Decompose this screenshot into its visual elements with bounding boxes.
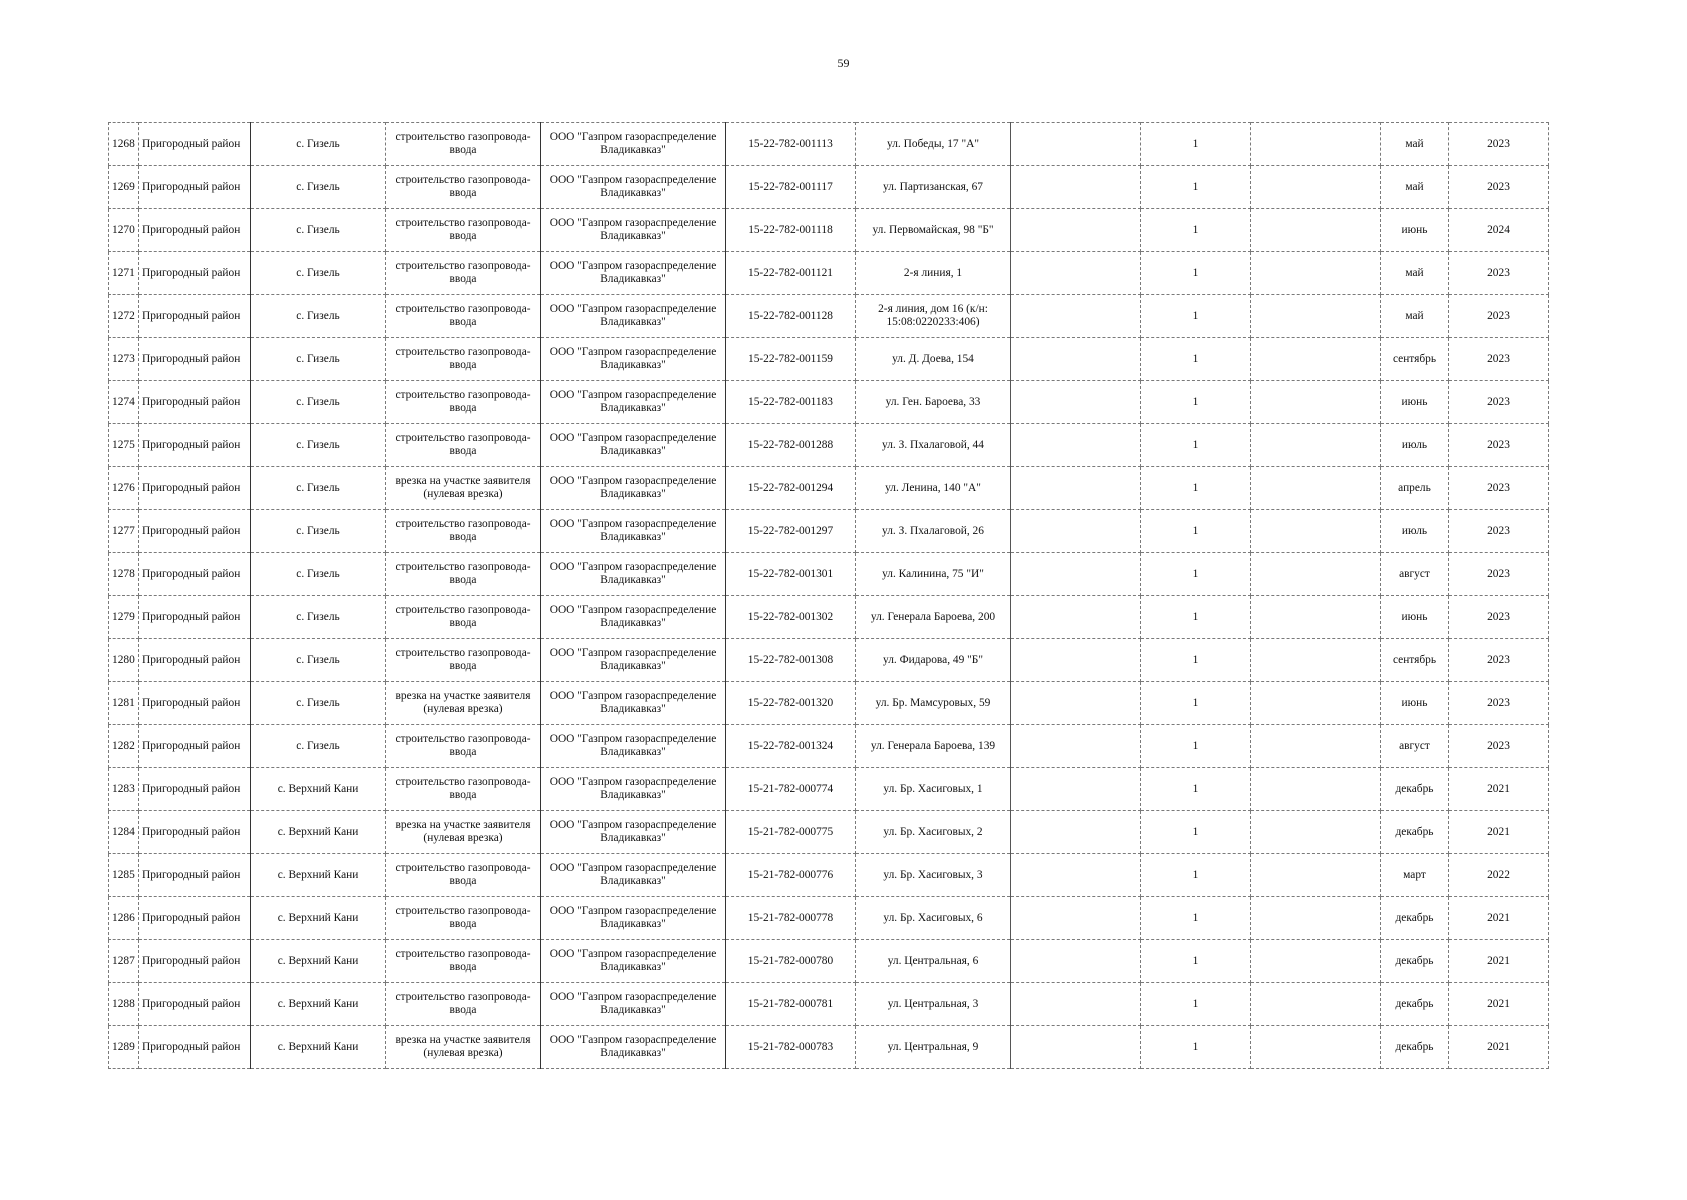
application-code-cell: 15-21-782-000775 <box>726 811 856 854</box>
settlement-cell: с. Гизель <box>251 510 386 553</box>
row-number-cell: 1270 <box>109 209 139 252</box>
settlement-cell: с. Гизель <box>251 596 386 639</box>
quantity-cell: 1 <box>1141 209 1251 252</box>
table-row <box>109 983 1549 1026</box>
address-cell: 2-я линия, дом 16 (к/н: 15:08:0220233:406) <box>856 295 1011 338</box>
empty-cell <box>1251 854 1381 897</box>
application-code-cell: 15-22-782-001302 <box>726 596 856 639</box>
address-cell: ул. Калинина, 75 "И" <box>856 553 1011 596</box>
table-row <box>109 1026 1549 1069</box>
organization-cell: ООО "Газпром газораспределение Владикавказ" <box>541 940 726 983</box>
settlement-cell: с. Верхний Кани <box>251 811 386 854</box>
empty-cell <box>1011 553 1141 596</box>
application-code-cell: 15-22-782-001113 <box>726 123 856 166</box>
empty-cell <box>1251 811 1381 854</box>
month-cell: июнь <box>1381 596 1449 639</box>
row-number-cell: 1281 <box>109 682 139 725</box>
district-cell: Пригородный район <box>139 209 251 252</box>
quantity-cell: 1 <box>1141 1026 1251 1069</box>
year-cell: 2024 <box>1449 209 1549 252</box>
empty-cell <box>1251 725 1381 768</box>
quantity-cell: 1 <box>1141 768 1251 811</box>
month-cell: май <box>1381 166 1449 209</box>
application-code-cell: 15-22-782-001159 <box>726 338 856 381</box>
application-code-cell: 15-22-782-001308 <box>726 639 856 682</box>
work-type-cell: строительство газопровода-ввода <box>386 510 541 553</box>
table-row <box>109 553 1549 596</box>
empty-cell <box>1011 1026 1141 1069</box>
empty-cell <box>1011 166 1141 209</box>
address-cell: ул. Бр. Хасиговых, 6 <box>856 897 1011 940</box>
organization-cell: ООО "Газпром газораспределение Владикавказ" <box>541 424 726 467</box>
work-type-cell: строительство газопровода-ввода <box>386 639 541 682</box>
organization-cell: ООО "Газпром газораспределение Владикавказ" <box>541 381 726 424</box>
work-type-cell: строительство газопровода-ввода <box>386 725 541 768</box>
row-number-cell: 1287 <box>109 940 139 983</box>
table-row <box>109 510 1549 553</box>
address-cell: 2-я линия, 1 <box>856 252 1011 295</box>
month-cell: июнь <box>1381 682 1449 725</box>
address-cell: ул. Д. Доева, 154 <box>856 338 1011 381</box>
row-number-cell: 1277 <box>109 510 139 553</box>
month-cell: декабрь <box>1381 983 1449 1026</box>
settlement-cell: с. Верхний Кани <box>251 940 386 983</box>
empty-cell <box>1011 682 1141 725</box>
month-cell: май <box>1381 252 1449 295</box>
application-code-cell: 15-22-782-001117 <box>726 166 856 209</box>
quantity-cell: 1 <box>1141 897 1251 940</box>
district-cell: Пригородный район <box>139 725 251 768</box>
empty-cell <box>1011 768 1141 811</box>
month-cell: декабрь <box>1381 940 1449 983</box>
month-cell: декабрь <box>1381 811 1449 854</box>
organization-cell: ООО "Газпром газораспределение Владикавказ" <box>541 338 726 381</box>
year-cell: 2021 <box>1449 897 1549 940</box>
application-code-cell: 15-22-782-001297 <box>726 510 856 553</box>
table-row <box>109 424 1549 467</box>
row-number-cell: 1278 <box>109 553 139 596</box>
row-number-cell: 1288 <box>109 983 139 1026</box>
application-code-cell: 15-21-782-000778 <box>726 897 856 940</box>
settlement-cell: с. Гизель <box>251 338 386 381</box>
empty-cell <box>1251 983 1381 1026</box>
year-cell: 2023 <box>1449 682 1549 725</box>
month-cell: декабрь <box>1381 768 1449 811</box>
empty-cell <box>1251 553 1381 596</box>
application-code-cell: 15-21-782-000774 <box>726 768 856 811</box>
settlement-cell: с. Гизель <box>251 123 386 166</box>
work-type-cell: строительство газопровода-ввода <box>386 424 541 467</box>
application-code-cell: 15-22-782-001288 <box>726 424 856 467</box>
empty-cell <box>1251 123 1381 166</box>
row-number-cell: 1286 <box>109 897 139 940</box>
year-cell: 2021 <box>1449 1026 1549 1069</box>
table-row <box>109 854 1549 897</box>
gasification-register-table <box>108 122 1549 1069</box>
month-cell: сентябрь <box>1381 639 1449 682</box>
organization-cell: ООО "Газпром газораспределение Владикавказ" <box>541 983 726 1026</box>
organization-cell: ООО "Газпром газораспределение Владикавказ" <box>541 725 726 768</box>
work-type-cell: строительство газопровода-ввода <box>386 338 541 381</box>
address-cell: ул. З. Пхалаговой, 26 <box>856 510 1011 553</box>
organization-cell: ООО "Газпром газораспределение Владикавказ" <box>541 1026 726 1069</box>
application-code-cell: 15-21-782-000783 <box>726 1026 856 1069</box>
settlement-cell: с. Гизель <box>251 166 386 209</box>
table-body <box>109 123 1549 1069</box>
year-cell: 2023 <box>1449 295 1549 338</box>
empty-cell <box>1251 295 1381 338</box>
year-cell: 2021 <box>1449 940 1549 983</box>
quantity-cell: 1 <box>1141 940 1251 983</box>
district-cell: Пригородный район <box>139 123 251 166</box>
work-type-cell: врезка на участке заявителя (нулевая врезка) <box>386 682 541 725</box>
year-cell: 2023 <box>1449 725 1549 768</box>
work-type-cell: строительство газопровода-ввода <box>386 209 541 252</box>
empty-cell <box>1251 639 1381 682</box>
month-cell: март <box>1381 854 1449 897</box>
settlement-cell: с. Гизель <box>251 424 386 467</box>
work-type-cell: строительство газопровода-ввода <box>386 897 541 940</box>
district-cell: Пригородный район <box>139 639 251 682</box>
empty-cell <box>1011 338 1141 381</box>
district-cell: Пригородный район <box>139 940 251 983</box>
empty-cell <box>1011 123 1141 166</box>
district-cell: Пригородный район <box>139 596 251 639</box>
application-code-cell: 15-22-782-001183 <box>726 381 856 424</box>
year-cell: 2023 <box>1449 252 1549 295</box>
district-cell: Пригородный район <box>139 897 251 940</box>
organization-cell: ООО "Газпром газораспределение Владикавказ" <box>541 123 726 166</box>
work-type-cell: строительство газопровода-ввода <box>386 381 541 424</box>
settlement-cell: с. Гизель <box>251 209 386 252</box>
year-cell: 2023 <box>1449 424 1549 467</box>
empty-cell <box>1011 209 1141 252</box>
address-cell: ул. Центральная, 3 <box>856 983 1011 1026</box>
empty-cell <box>1011 467 1141 510</box>
row-number-cell: 1282 <box>109 725 139 768</box>
application-code-cell: 15-22-782-001324 <box>726 725 856 768</box>
district-cell: Пригородный район <box>139 467 251 510</box>
settlement-cell: с. Гизель <box>251 381 386 424</box>
empty-cell <box>1251 338 1381 381</box>
table-row <box>109 811 1549 854</box>
settlement-cell: с. Верхний Кани <box>251 897 386 940</box>
table-row <box>109 381 1549 424</box>
organization-cell: ООО "Газпром газораспределение Владикавказ" <box>541 682 726 725</box>
application-code-cell: 15-22-782-001294 <box>726 467 856 510</box>
row-number-cell: 1271 <box>109 252 139 295</box>
settlement-cell: с. Гизель <box>251 553 386 596</box>
settlement-cell: с. Верхний Кани <box>251 854 386 897</box>
organization-cell: ООО "Газпром газораспределение Владикавказ" <box>541 467 726 510</box>
row-number-cell: 1289 <box>109 1026 139 1069</box>
settlement-cell: с. Гизель <box>251 252 386 295</box>
row-number-cell: 1275 <box>109 424 139 467</box>
work-type-cell: врезка на участке заявителя (нулевая врезка) <box>386 467 541 510</box>
settlement-cell: с. Гизель <box>251 639 386 682</box>
district-cell: Пригородный район <box>139 553 251 596</box>
application-code-cell: 15-21-782-000776 <box>726 854 856 897</box>
organization-cell: ООО "Газпром газораспределение Владикавказ" <box>541 897 726 940</box>
empty-cell <box>1011 381 1141 424</box>
empty-cell <box>1011 897 1141 940</box>
empty-cell <box>1011 424 1141 467</box>
settlement-cell: с. Гизель <box>251 295 386 338</box>
quantity-cell: 1 <box>1141 424 1251 467</box>
quantity-cell: 1 <box>1141 682 1251 725</box>
year-cell: 2022 <box>1449 854 1549 897</box>
empty-cell <box>1011 854 1141 897</box>
organization-cell: ООО "Газпром газораспределение Владикавказ" <box>541 166 726 209</box>
empty-cell <box>1251 252 1381 295</box>
quantity-cell: 1 <box>1141 510 1251 553</box>
table-row <box>109 682 1549 725</box>
work-type-cell: врезка на участке заявителя (нулевая врезка) <box>386 1026 541 1069</box>
quantity-cell: 1 <box>1141 252 1251 295</box>
year-cell: 2023 <box>1449 639 1549 682</box>
row-number-cell: 1268 <box>109 123 139 166</box>
organization-cell: ООО "Газпром газораспределение Владикавказ" <box>541 811 726 854</box>
quantity-cell: 1 <box>1141 854 1251 897</box>
table-row <box>109 940 1549 983</box>
settlement-cell: с. Верхний Кани <box>251 768 386 811</box>
address-cell: ул. Победы, 17 "А" <box>856 123 1011 166</box>
month-cell: июль <box>1381 510 1449 553</box>
work-type-cell: строительство газопровода-ввода <box>386 768 541 811</box>
district-cell: Пригородный район <box>139 252 251 295</box>
empty-cell <box>1251 510 1381 553</box>
organization-cell: ООО "Газпром газораспределение Владикавказ" <box>541 295 726 338</box>
work-type-cell: строительство газопровода-ввода <box>386 596 541 639</box>
work-type-cell: строительство газопровода-ввода <box>386 123 541 166</box>
district-cell: Пригородный район <box>139 166 251 209</box>
table-row <box>109 467 1549 510</box>
month-cell: май <box>1381 295 1449 338</box>
application-code-cell: 15-21-782-000781 <box>726 983 856 1026</box>
settlement-cell: с. Верхний Кани <box>251 983 386 1026</box>
application-code-cell: 15-22-782-001121 <box>726 252 856 295</box>
application-code-cell: 15-22-782-001301 <box>726 553 856 596</box>
empty-cell <box>1251 768 1381 811</box>
work-type-cell: врезка на участке заявителя (нулевая врезка) <box>386 811 541 854</box>
month-cell: май <box>1381 123 1449 166</box>
address-cell: ул. Бр. Хасиговых, 1 <box>856 768 1011 811</box>
district-cell: Пригородный район <box>139 983 251 1026</box>
empty-cell <box>1011 639 1141 682</box>
district-cell: Пригородный район <box>139 682 251 725</box>
table-row <box>109 123 1549 166</box>
district-cell: Пригородный район <box>139 295 251 338</box>
month-cell: август <box>1381 725 1449 768</box>
year-cell: 2023 <box>1449 467 1549 510</box>
district-cell: Пригородный район <box>139 811 251 854</box>
address-cell: ул. Фидарова, 49 "Б" <box>856 639 1011 682</box>
year-cell: 2023 <box>1449 123 1549 166</box>
row-number-cell: 1279 <box>109 596 139 639</box>
settlement-cell: с. Гизель <box>251 725 386 768</box>
work-type-cell: строительство газопровода-ввода <box>386 166 541 209</box>
address-cell: ул. Центральная, 9 <box>856 1026 1011 1069</box>
address-cell: ул. Ленина, 140 "А" <box>856 467 1011 510</box>
month-cell: июнь <box>1381 209 1449 252</box>
row-number-cell: 1285 <box>109 854 139 897</box>
empty-cell <box>1251 1026 1381 1069</box>
month-cell: декабрь <box>1381 1026 1449 1069</box>
table-row <box>109 209 1549 252</box>
address-cell: ул. Центральная, 6 <box>856 940 1011 983</box>
organization-cell: ООО "Газпром газораспределение Владикавказ" <box>541 596 726 639</box>
year-cell: 2023 <box>1449 553 1549 596</box>
quantity-cell: 1 <box>1141 381 1251 424</box>
organization-cell: ООО "Газпром газораспределение Владикавказ" <box>541 639 726 682</box>
empty-cell <box>1251 166 1381 209</box>
district-cell: Пригородный район <box>139 1026 251 1069</box>
district-cell: Пригородный район <box>139 424 251 467</box>
table-row <box>109 596 1549 639</box>
address-cell: ул. Первомайская, 98 "Б" <box>856 209 1011 252</box>
month-cell: апрель <box>1381 467 1449 510</box>
address-cell: ул. Партизанская, 67 <box>856 166 1011 209</box>
work-type-cell: строительство газопровода-ввода <box>386 553 541 596</box>
quantity-cell: 1 <box>1141 123 1251 166</box>
empty-cell <box>1251 381 1381 424</box>
empty-cell <box>1011 252 1141 295</box>
table-row <box>109 639 1549 682</box>
quantity-cell: 1 <box>1141 166 1251 209</box>
table-row <box>109 768 1549 811</box>
year-cell: 2023 <box>1449 381 1549 424</box>
row-number-cell: 1283 <box>109 768 139 811</box>
month-cell: июнь <box>1381 381 1449 424</box>
empty-cell <box>1011 725 1141 768</box>
row-number-cell: 1274 <box>109 381 139 424</box>
table-row <box>109 166 1549 209</box>
work-type-cell: строительство газопровода-ввода <box>386 295 541 338</box>
year-cell: 2021 <box>1449 768 1549 811</box>
month-cell: август <box>1381 553 1449 596</box>
year-cell: 2023 <box>1449 338 1549 381</box>
address-cell: ул. Бр. Хасиговых, 2 <box>856 811 1011 854</box>
district-cell: Пригородный район <box>139 510 251 553</box>
address-cell: ул. Бр. Хасиговых, 3 <box>856 854 1011 897</box>
year-cell: 2023 <box>1449 596 1549 639</box>
empty-cell <box>1251 682 1381 725</box>
row-number-cell: 1276 <box>109 467 139 510</box>
work-type-cell: строительство газопровода-ввода <box>386 252 541 295</box>
quantity-cell: 1 <box>1141 811 1251 854</box>
district-cell: Пригородный район <box>139 381 251 424</box>
row-number-cell: 1273 <box>109 338 139 381</box>
address-cell: ул. З. Пхалаговой, 44 <box>856 424 1011 467</box>
empty-cell <box>1011 811 1141 854</box>
address-cell: ул. Бр. Мамсуровых, 59 <box>856 682 1011 725</box>
organization-cell: ООО "Газпром газораспределение Владикавказ" <box>541 768 726 811</box>
settlement-cell: с. Гизель <box>251 682 386 725</box>
row-number-cell: 1284 <box>109 811 139 854</box>
table-row <box>109 252 1549 295</box>
organization-cell: ООО "Газпром газораспределение Владикавказ" <box>541 553 726 596</box>
organization-cell: ООО "Газпром газораспределение Владикавказ" <box>541 252 726 295</box>
empty-cell <box>1251 596 1381 639</box>
district-cell: Пригородный район <box>139 768 251 811</box>
page-number: 59 <box>837 56 850 70</box>
empty-cell <box>1011 596 1141 639</box>
settlement-cell: с. Гизель <box>251 467 386 510</box>
year-cell: 2023 <box>1449 166 1549 209</box>
empty-cell <box>1251 467 1381 510</box>
settlement-cell: с. Верхний Кани <box>251 1026 386 1069</box>
empty-cell <box>1251 209 1381 252</box>
year-cell: 2023 <box>1449 510 1549 553</box>
row-number-cell: 1280 <box>109 639 139 682</box>
empty-cell <box>1251 897 1381 940</box>
quantity-cell: 1 <box>1141 467 1251 510</box>
quantity-cell: 1 <box>1141 725 1251 768</box>
address-cell: ул. Ген. Бароева, 33 <box>856 381 1011 424</box>
organization-cell: ООО "Газпром газораспределение Владикавказ" <box>541 209 726 252</box>
year-cell: 2021 <box>1449 811 1549 854</box>
table-row <box>109 897 1549 940</box>
table-row <box>109 338 1549 381</box>
application-code-cell: 15-22-782-001320 <box>726 682 856 725</box>
empty-cell <box>1011 983 1141 1026</box>
empty-cell <box>1011 295 1141 338</box>
address-cell: ул. Генерала Бароева, 200 <box>856 596 1011 639</box>
application-code-cell: 15-22-782-001128 <box>726 295 856 338</box>
quantity-cell: 1 <box>1141 338 1251 381</box>
table-row <box>109 725 1549 768</box>
quantity-cell: 1 <box>1141 983 1251 1026</box>
district-cell: Пригородный район <box>139 854 251 897</box>
row-number-cell: 1272 <box>109 295 139 338</box>
work-type-cell: строительство газопровода-ввода <box>386 854 541 897</box>
work-type-cell: строительство газопровода-ввода <box>386 983 541 1026</box>
quantity-cell: 1 <box>1141 639 1251 682</box>
empty-cell <box>1011 510 1141 553</box>
organization-cell: ООО "Газпром газораспределение Владикавказ" <box>541 854 726 897</box>
district-cell: Пригородный район <box>139 338 251 381</box>
quantity-cell: 1 <box>1141 596 1251 639</box>
organization-cell: ООО "Газпром газораспределение Владикавказ" <box>541 510 726 553</box>
table-row <box>109 295 1549 338</box>
month-cell: июль <box>1381 424 1449 467</box>
month-cell: декабрь <box>1381 897 1449 940</box>
address-cell: ул. Генерала Бароева, 139 <box>856 725 1011 768</box>
empty-cell <box>1251 424 1381 467</box>
application-code-cell: 15-22-782-001118 <box>726 209 856 252</box>
empty-cell <box>1251 940 1381 983</box>
month-cell: сентябрь <box>1381 338 1449 381</box>
year-cell: 2021 <box>1449 983 1549 1026</box>
quantity-cell: 1 <box>1141 295 1251 338</box>
application-code-cell: 15-21-782-000780 <box>726 940 856 983</box>
row-number-cell: 1269 <box>109 166 139 209</box>
work-type-cell: строительство газопровода-ввода <box>386 940 541 983</box>
empty-cell <box>1011 940 1141 983</box>
quantity-cell: 1 <box>1141 553 1251 596</box>
